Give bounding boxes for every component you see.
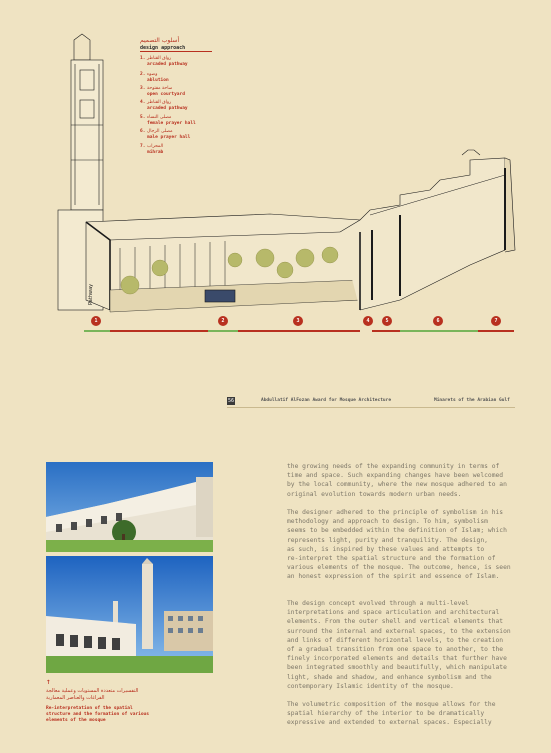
chapter-title: Minarets of the Arabian Gulf — [434, 398, 510, 403]
body-paragraph-4: The volumetric composition of the mosque allows for the spatial hierarchy of the interior to be dramatically expressive and extended to external spaces. Especially — [287, 701, 496, 727]
section-drawing — [0, 0, 551, 340]
zone-bar-7 — [478, 330, 514, 332]
body-paragraph-1: the growing needs of the expanding community in terms of time and space. Such expanding changes have been welcomed by the local community, where the new mosque adhered to an original evolution towards modern urban needs. — [287, 463, 507, 498]
legend-item: 7. المحراب mihrab — [140, 144, 164, 155]
legend-item: 4. رواق القناطر arcaded pathway — [140, 100, 188, 111]
section-marker-6: 6 — [433, 316, 443, 326]
body-paragraph-2: The designer adhered to the principle of symbolism in his methodology and approach to design. To him, symbolism seems to be embedded within the definition of Islam; which represents light, purity and tranquility. The design, as such, is inspired by these values and attempts to re-interpret the spatial structure and the formation of various elements of the mosque. The outcome, hence, is seen an honest expression of the spirit and essence of Islam. — [287, 509, 511, 581]
footer-divider — [227, 407, 515, 408]
section-marker-3: 3 — [293, 316, 303, 326]
zone-bar-3 — [208, 330, 238, 332]
section-marker-1: 1 — [91, 316, 101, 326]
section-marker-4: 4 — [363, 316, 373, 326]
legend-item: 1. رواق القناطر arcaded pathway — [140, 56, 188, 67]
legend-item: 5. مصلى النساء female prayer hall — [140, 115, 196, 126]
legend-rule — [140, 51, 212, 52]
section-marker-7: 7 — [491, 316, 501, 326]
mosque-photo-minaret — [46, 556, 213, 673]
section-marker-5: 5 — [382, 316, 392, 326]
arrow-up-icon: ↑ — [46, 677, 51, 686]
zone-bar-2 — [110, 330, 208, 332]
zone-bar-6 — [400, 330, 478, 332]
body-paragraph-3: The design concept evolved through a multi-level interpretations and space articulation and architectural elements. From the outer shell and vertical elements that surround the internal and external spaces, to the extension and links of different horizontal levels, to the creation of a gradual transition from one space to another, to the finely incorporated elements and details that further have been integrated smoothly and beautifully, which manipulate light, shade and shadow, and enhance symbolism and the contemporary Islamic identity of the mosque. — [287, 600, 511, 690]
legend-title: design approach — [140, 45, 186, 51]
zone-bar-1 — [84, 330, 110, 332]
book-title: Abdullatif AlFozan Award for Mosque Architecture — [261, 398, 392, 403]
page-number: 56 — [227, 398, 235, 404]
caption-text: Re-interpretation of the spatial structure and the formation of various elements of the mosque — [46, 706, 149, 723]
caption-arabic: التفسيرات متعددة المستويات وعملية معالجة الفراغات والعناصر المعمارية — [46, 688, 139, 701]
zone-bar-4 — [238, 330, 360, 332]
mosque-photo-exterior — [46, 462, 213, 552]
legend-item: 3. ساحة مفتوحة open courtyard — [140, 86, 185, 97]
legend-title-arabic: أسلوب التصميم — [140, 37, 180, 44]
section-marker-2: 2 — [218, 316, 228, 326]
zone-bar-5 — [372, 330, 400, 332]
pathway-label: Pathway — [88, 283, 94, 305]
legend-item: 2. وضوء ablution — [140, 72, 169, 83]
legend-item: 6. مصلى الرجال male prayer hall — [140, 129, 191, 140]
